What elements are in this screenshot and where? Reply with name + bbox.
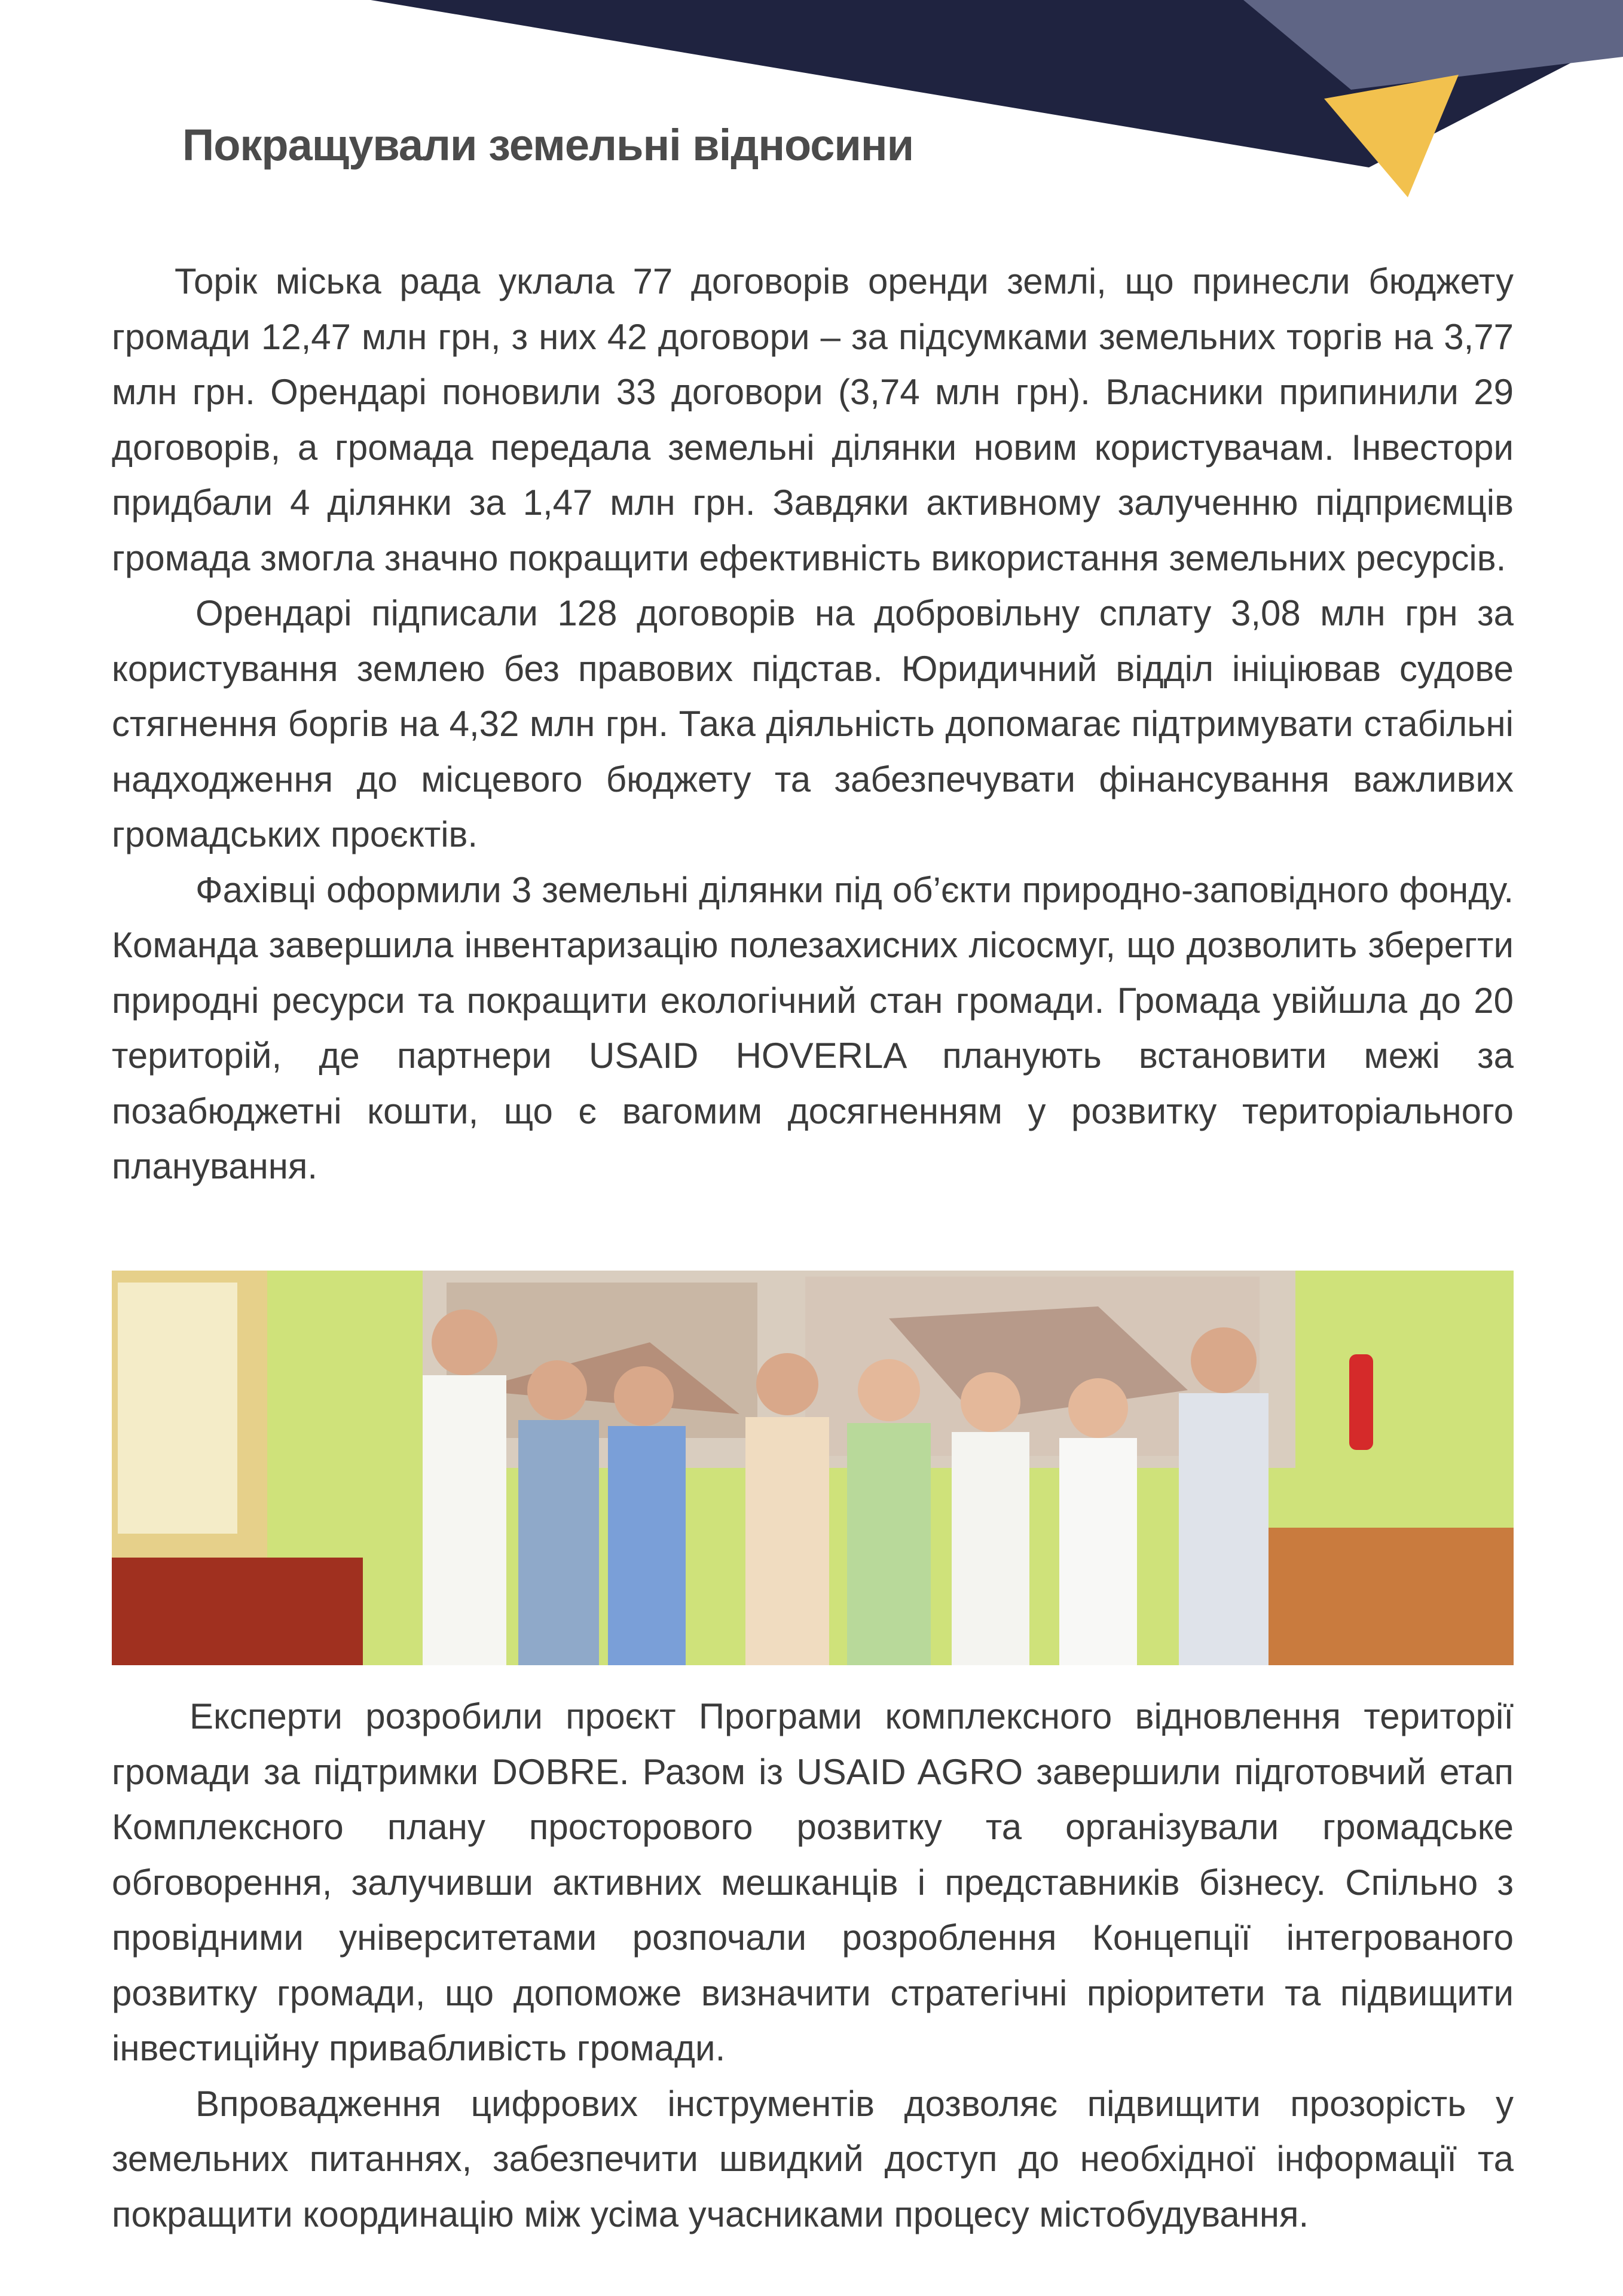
team-photo-illustration xyxy=(112,1271,1514,1665)
page-title: Покращували земельні відносини xyxy=(182,120,914,170)
text-block-bottom xyxy=(112,1689,1514,2242)
paragraph-restoration-program: Експерти розробили проєкт Програми комплексного відновлення території громади за підтримки DOBRE. Разом із USAID AGRO завершили підготовчий етап Комплексного плану просторового розвитку та організували громадське обговорення, залучивши активних мешканців і представників бізнесу. Спільно з провідними університетами розпочали розроблення Концепції інтегрованого розвитку громади, що допоможе визначити стратегічні пріоритети та підвищити інвестиційну привабливість громади. xyxy=(112,1696,1514,2068)
text-block-top xyxy=(112,254,1514,1195)
team-photo xyxy=(112,1271,1514,1665)
paragraph-digital-tools: Впровадження цифрових інструментів дозволяє підвищити прозорість у земельних питаннях, забезпечити швидкий доступ до необхідної інформації та покращити координацію між усіма учасниками процесу містобудування. xyxy=(112,2083,1514,2234)
paragraph-voluntary-payments: Орендарі підписали 128 договорів на добровільну сплату 3,08 млн грн за користування землею без правових підстав. Юридичний відділ ініціював судове стягнення боргів на 4,32 млн грн. Така діяльність допомагає підтримувати стабільні надходження до місцевого бюджету та забезпечувати фінансування важливих громадських проєктів. xyxy=(112,593,1514,854)
header-decoration xyxy=(0,0,1623,203)
paragraph-nature-reserve: Фахівці оформили 3 земельні ділянки під об’єкти природно-заповідного фонду. Команда завершила інвентаризацію полезахисних лісосмуг, що дозволить зберегти природні ресурси та покращити екологічний стан громади. Громада увійшла до 20 територій, де партнери USAID HOVERLA планують встановити межі за позабюджетні кошти, що є вагомим досягненням у розвитку територіального планування. xyxy=(112,869,1514,1186)
paragraph-land-leases: Торік міська рада уклала 77 договорів оренди землі, що принесли бюджету громади 12,47 млн грн, з них 42 договори – за підсумками земельних торгів на 3,77 млн грн. Орендарі поновили 33 договори (3,74 млн грн). Власники припинили 29 договорів, а громада передала земельні ділянки новим користувачам. Інвестори придбали 4 ділянки за 1,47 млн грн. Завдяки активному залученню підприємців громада змогла значно покращити ефективність використання земельних ресурсів. xyxy=(112,261,1514,578)
